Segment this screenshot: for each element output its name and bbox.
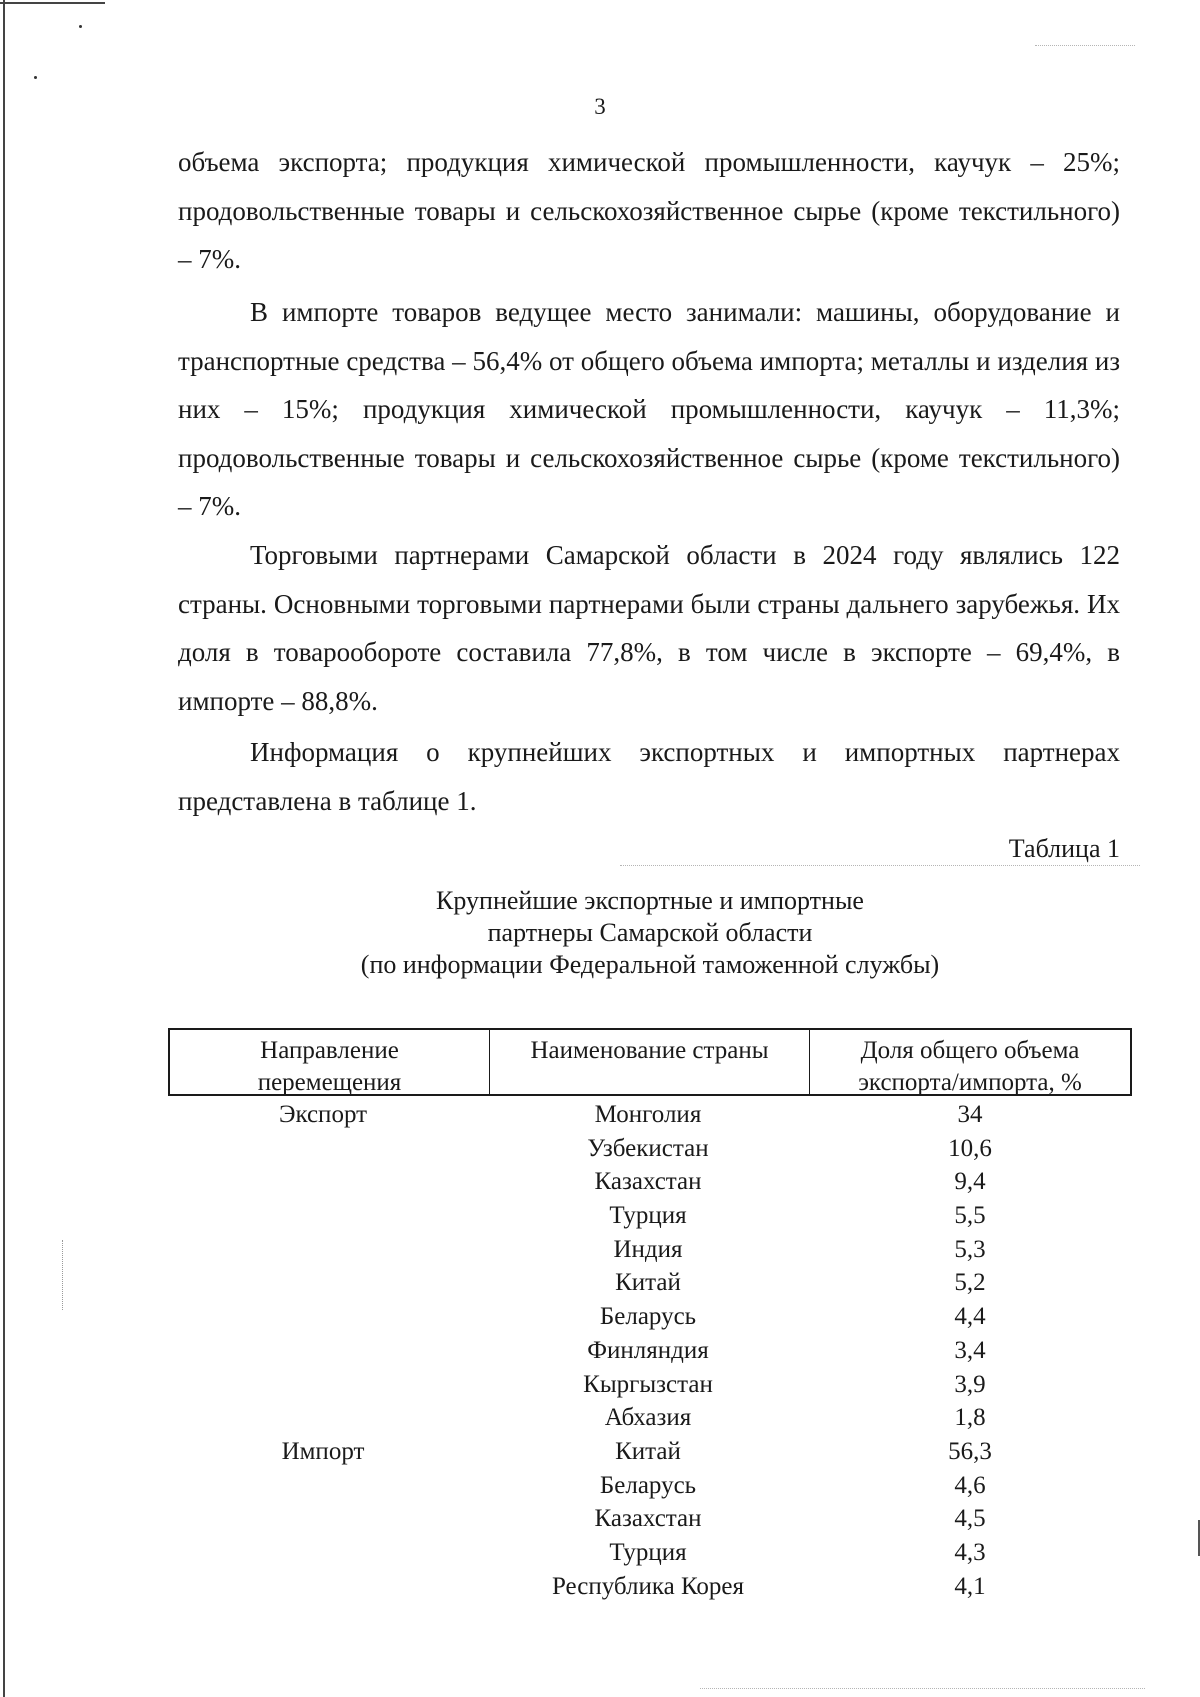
table-title [250,885,1050,981]
header-direction [170,1030,490,1094]
table-row [168,1502,1132,1536]
table-row [168,1334,1132,1368]
share-cell: 3,4 [954,1336,986,1364]
direction-cell [168,1401,488,1435]
table-body [168,1098,1132,1603]
direction-cell [168,1132,488,1166]
table-row [168,1300,1132,1334]
share-cell: 4,3 [954,1538,986,1566]
country-cell: Казахстан [594,1505,702,1533]
table-row [168,1536,1132,1570]
share-cell: 4,5 [954,1505,986,1533]
direction-cell [168,1368,488,1402]
direction-cell [168,1300,488,1334]
table-row [168,1233,1132,1267]
direction-cell [168,1165,488,1199]
header-text: Наименование страны [530,1037,769,1064]
scan-noise [62,1240,64,1310]
body-paragraph [178,531,1120,725]
country-cell: Индия [613,1235,683,1263]
paragraph-text: Информация о крупнейших экспортных и импортных партнерах представлена в таблице 1. [178,737,1120,816]
paragraph-text: Торговыми партнерами Самарской области в 2024 году являлись 122 страны. Основными торговыми партнерами были страны дальнего зарубежья. Их доля в товарообороте составила 77,8%, в том числе в экспорте – 69,4%, в импорте – 88,8%. [178,540,1120,716]
country-cell: Абхазия [604,1404,692,1432]
table-title-line: Крупнейшие экспортные и импортные [436,886,864,915]
share-cell: 4,1 [954,1572,986,1600]
direction-cell [168,1266,488,1300]
share-cell: 56,3 [948,1437,992,1465]
scan-noise [1035,45,1135,47]
table-title-line: партнеры Самарской области [487,918,813,947]
country-cell: Беларусь [599,1471,697,1499]
country-cell: Китай [615,1269,681,1297]
body-paragraph [178,138,1120,284]
share-cell: 5,5 [954,1202,986,1230]
header-share [810,1030,1130,1094]
table-label: Таблица 1 [1008,834,1120,863]
table-row [168,1165,1132,1199]
direction-cell [168,1502,488,1536]
country-cell: Беларусь [599,1303,697,1331]
direction-cell [168,1233,488,1267]
share-cell: 10,6 [948,1134,992,1162]
share-cell: 1,8 [954,1404,986,1432]
table-row [168,1266,1132,1300]
country-cell: Китай [615,1437,681,1465]
table-row [168,1401,1132,1435]
header-text: Доля общего объема [860,1037,1080,1064]
scan-speck [34,76,37,79]
share-cell: 5,2 [954,1269,986,1297]
table-header [168,1028,1132,1096]
share-cell: 4,6 [954,1471,986,1499]
header-text: перемещения [257,1069,402,1096]
table-row [168,1435,1132,1469]
direction-cell: Импорт [281,1437,365,1465]
table-row [168,1132,1132,1166]
table-row [168,1199,1132,1233]
scan-noise [700,1688,1145,1690]
direction-cell [168,1536,488,1570]
body-paragraph [178,728,1120,825]
direction-cell [168,1334,488,1368]
body-paragraph [178,288,1120,531]
share-cell: 3,9 [954,1370,986,1398]
country-cell: Казахстан [594,1168,702,1196]
scan-left-edge [3,0,5,1697]
country-cell: Финляндия [587,1336,709,1364]
share-cell: 5,3 [954,1235,986,1263]
direction-cell [168,1570,488,1604]
country-cell: Республика Корея [551,1572,745,1600]
country-cell: Узбекистан [587,1134,709,1162]
share-cell: 9,4 [954,1168,986,1196]
country-cell: Монголия [594,1101,702,1128]
direction-cell [168,1469,488,1503]
table-row [168,1098,1132,1132]
paragraph-text: В импорте товаров ведущее место занимали: машины, оборудование и транспортные средства – 56,4% от общего объема импорта; металлы и изделия из них – 15%; продукция химической промышленности, каучук – 11,3%; продовольственные товары и сельскохозяйственное сырье (кроме текстильного) – 7%. [178,297,1120,521]
paragraph-text: объема экспорта; продукция химической промышленности, каучук – 25%; продовольственные товары и сельскохозяйственное сырье (кроме текстильного) – 7%. [178,147,1120,274]
country-cell: Турция [609,1202,687,1230]
share-cell: 34 [957,1101,983,1128]
header-country [490,1030,810,1094]
country-cell: Турция [609,1538,687,1566]
header-text: экспорта/импорта, % [858,1069,1082,1096]
header-text: Направление [260,1037,399,1064]
page-number: 3 [594,94,606,119]
direction-cell: Экспорт [278,1101,368,1128]
table-row [168,1570,1132,1604]
scan-top-edge [0,2,105,4]
scan-speck [79,25,82,28]
table-row [168,1469,1132,1503]
table-row [168,1368,1132,1402]
scan-noise [620,865,1140,867]
share-cell: 4,4 [954,1303,986,1331]
table-title-line: (по информации Федеральной таможенной службы) [360,950,940,979]
country-cell: Кыргызстан [583,1370,713,1398]
direction-cell [168,1199,488,1233]
